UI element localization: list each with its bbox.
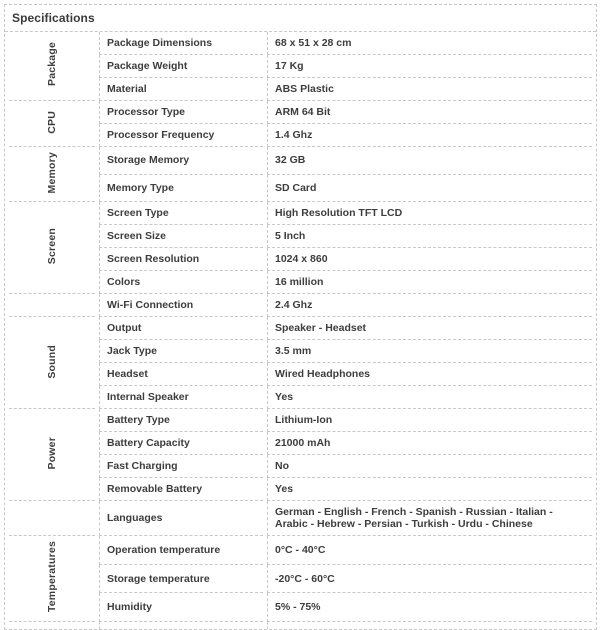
category-package xyxy=(9,32,95,101)
specifications-panel xyxy=(4,4,597,630)
spec-value: SD Card xyxy=(267,175,592,203)
spec-value: 5 Inch xyxy=(267,225,592,248)
spec-row xyxy=(9,501,592,536)
category-screen xyxy=(9,202,95,294)
spec-property: Output xyxy=(99,317,263,340)
spec-value: German - English - French - Spanish - Russian - Italian - Arabic - Hebrew - Persian - Turkish - Urdu - Chinese xyxy=(267,501,592,536)
category-label: Screen xyxy=(45,228,58,265)
spec-value: 0°C - 40°C xyxy=(267,536,592,564)
spec-property: Screen Size xyxy=(99,225,263,248)
spec-row xyxy=(9,225,592,248)
spec-row xyxy=(9,363,592,386)
spec-property: Jack Type xyxy=(99,340,263,363)
spec-row xyxy=(9,565,592,593)
spec-value: 5% - 75% xyxy=(267,593,592,621)
spec-property: Wi-Fi Connection xyxy=(99,294,263,317)
spec-row xyxy=(9,432,592,455)
spec-row xyxy=(9,455,592,478)
spec-property: Material xyxy=(99,78,263,101)
spec-property: Headset xyxy=(99,363,263,386)
spec-row xyxy=(9,536,592,564)
category-label: Sound xyxy=(45,344,58,379)
spec-row xyxy=(9,248,592,271)
spec-row xyxy=(9,202,592,225)
category-label: CPU xyxy=(45,110,58,134)
spec-row xyxy=(9,101,592,124)
category-empty xyxy=(9,294,95,317)
spec-property: Memory Type xyxy=(99,175,263,203)
spec-value: 16 million xyxy=(267,271,592,294)
spec-value: 3.5 mm xyxy=(267,340,592,363)
spec-value: 2.4 Ghz xyxy=(267,294,592,317)
spacer-cell xyxy=(99,622,263,629)
spec-row xyxy=(9,386,592,409)
spec-row xyxy=(9,124,592,147)
spec-property: Storage temperature xyxy=(99,565,263,593)
spec-value: 32 GB xyxy=(267,147,592,175)
spec-property: Operation temperature xyxy=(99,536,263,564)
spec-row xyxy=(9,294,592,317)
spec-property: Package Weight xyxy=(99,55,263,78)
spec-row xyxy=(9,271,592,294)
spec-value: High Resolution TFT LCD xyxy=(267,202,592,225)
spec-value: 17 Kg xyxy=(267,55,592,78)
category-label: Temperatures xyxy=(45,541,58,613)
spec-value: 1.4 Ghz xyxy=(267,124,592,147)
spec-row xyxy=(9,340,592,363)
spec-row xyxy=(9,317,592,340)
spec-value: -20°C - 60°C xyxy=(267,565,592,593)
category-label: Memory xyxy=(45,152,58,194)
spec-property: Internal Speaker xyxy=(99,386,263,409)
spec-value: Yes xyxy=(267,386,592,409)
specifications-title: Specifications xyxy=(5,5,596,32)
spec-value: ABS Plastic xyxy=(267,78,592,101)
spec-property: Colors xyxy=(99,271,263,294)
category-label: Package xyxy=(45,42,58,87)
spec-row xyxy=(9,478,592,501)
spec-property: Removable Battery xyxy=(99,478,263,501)
spec-property: Fast Charging xyxy=(99,455,263,478)
spec-value: Yes xyxy=(267,478,592,501)
spec-row xyxy=(9,409,592,432)
spec-row xyxy=(9,32,592,55)
spec-property: Screen Resolution xyxy=(99,248,263,271)
spec-property: Humidity xyxy=(99,593,263,621)
spec-property: Package Dimensions xyxy=(99,32,263,55)
spec-property: Battery Type xyxy=(99,409,263,432)
spec-property: Languages xyxy=(99,501,263,536)
spec-row xyxy=(9,147,592,175)
spec-value: No xyxy=(267,455,592,478)
spacer-cell xyxy=(267,622,592,629)
category-empty xyxy=(9,501,95,536)
spec-value: 21000 mAh xyxy=(267,432,592,455)
spec-value: Lithium-Ion xyxy=(267,409,592,432)
spec-value: Speaker - Headset xyxy=(267,317,592,340)
spec-property: Processor Type xyxy=(99,101,263,124)
spec-row xyxy=(9,593,592,621)
category-temperatures xyxy=(9,536,95,621)
spec-value: ARM 64 Bit xyxy=(267,101,592,124)
spec-value: 1024 x 860 xyxy=(267,248,592,271)
category-sound xyxy=(9,317,95,409)
spec-property: Processor Frequency xyxy=(99,124,263,147)
specifications-table xyxy=(5,32,596,629)
category-label: Power xyxy=(45,437,58,470)
category-power xyxy=(9,409,95,501)
spec-property: Screen Type xyxy=(99,202,263,225)
spec-property: Battery Capacity xyxy=(99,432,263,455)
spec-value: Wired Headphones xyxy=(267,363,592,386)
spec-value: 68 x 51 x 28 cm xyxy=(267,32,592,55)
spacer-cell xyxy=(9,622,95,629)
spec-row xyxy=(9,175,592,203)
category-cpu xyxy=(9,101,95,147)
spec-row xyxy=(9,78,592,101)
spec-row xyxy=(9,55,592,78)
spec-property: Storage Memory xyxy=(99,147,263,175)
spec-bottom-spacer xyxy=(9,622,592,629)
category-memory xyxy=(9,147,95,202)
